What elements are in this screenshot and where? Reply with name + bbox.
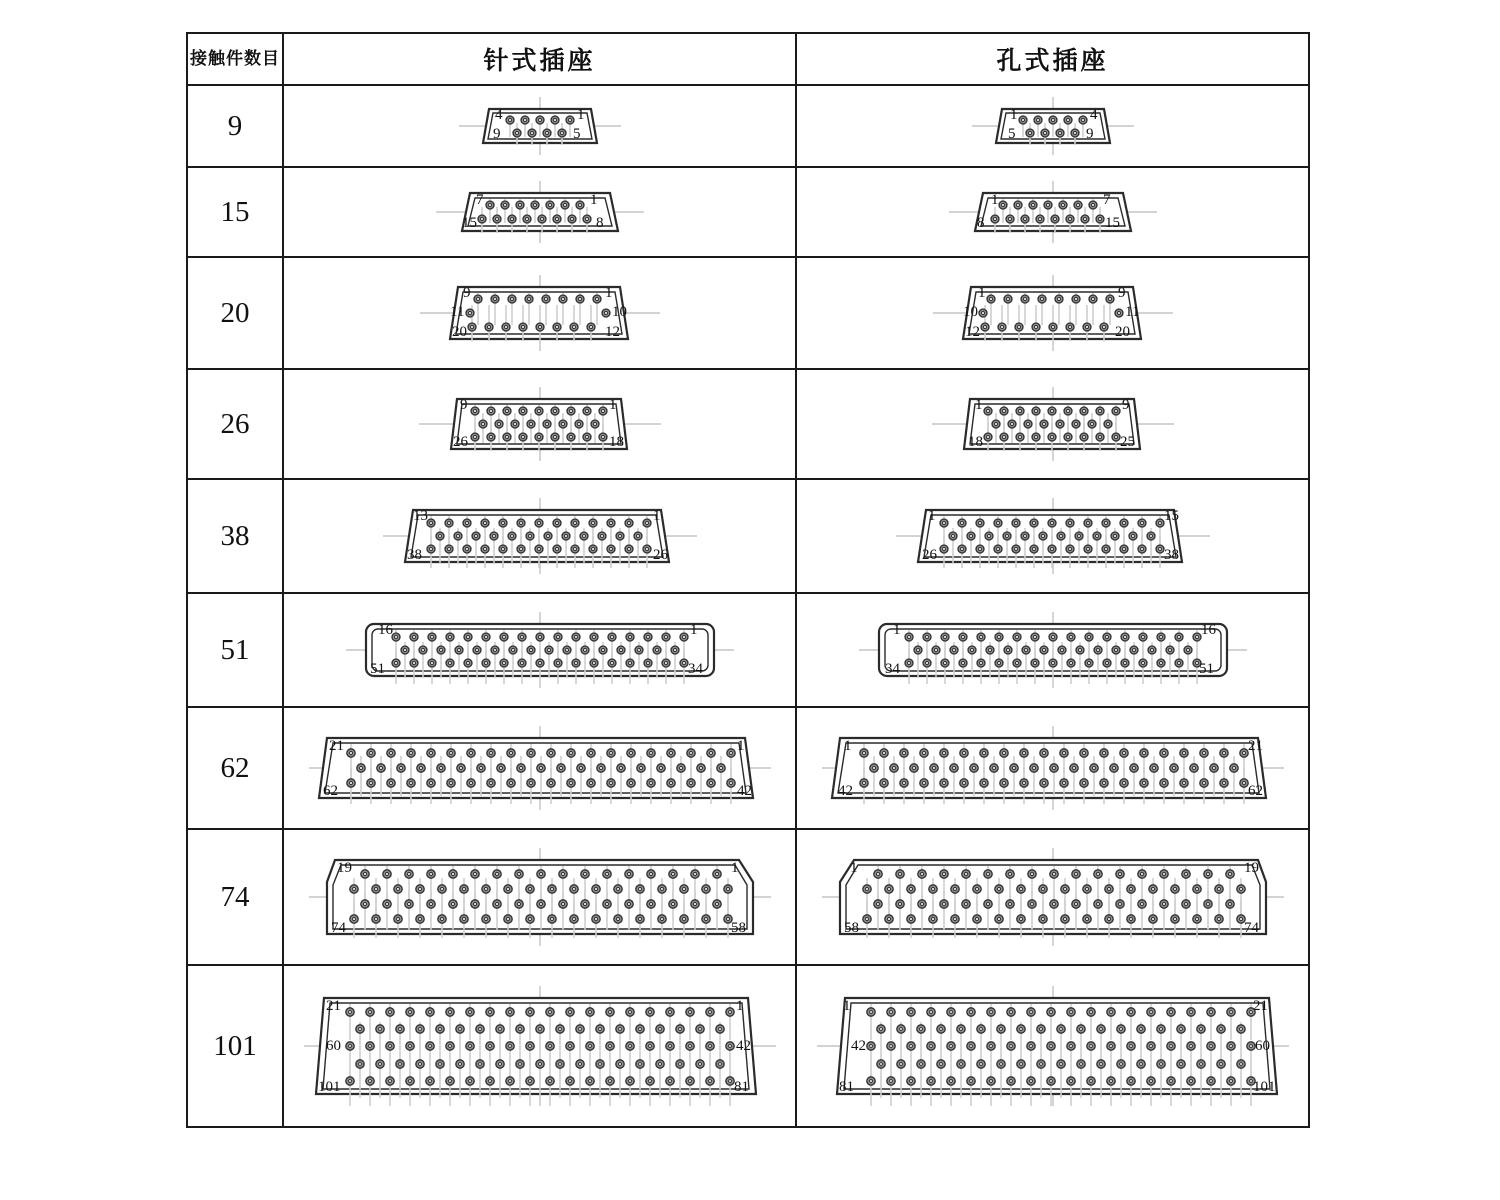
pin-label-bottom-right: 26 xyxy=(652,547,668,563)
pin-label-top-left: 21 xyxy=(325,998,341,1014)
socket-label-bottom-right: 15 xyxy=(1104,215,1120,231)
contact-count-26: 26 xyxy=(187,369,283,479)
pin-drawing-62 xyxy=(283,707,796,829)
dsub-101-socket-svg xyxy=(813,976,1293,1116)
socket-label-top-left: 1 xyxy=(849,860,857,876)
socket-label-top-left: 1 xyxy=(974,397,982,413)
socket-label-mid-left: 10 xyxy=(962,304,978,320)
header-pin-connector: 针式插座 xyxy=(283,33,796,85)
socket-label-mid-right: 60 xyxy=(1254,1038,1270,1054)
pin-label-bottom-left: 101 xyxy=(317,1079,340,1095)
pin-label-top-right: 1 xyxy=(608,397,616,413)
dsub-62-socket-svg xyxy=(818,716,1288,820)
socket-label-top-left: 1 xyxy=(842,998,850,1014)
socket-label-top-right: 4 xyxy=(1089,107,1097,123)
pin-label-bottom-right: 18 xyxy=(608,434,624,450)
pin-label-mid-left: 11 xyxy=(449,304,464,320)
pin-label-top-right: 1 xyxy=(604,285,612,301)
table-row xyxy=(187,257,1309,369)
socket-label-bottom-left: 12 xyxy=(964,324,980,340)
socket-label-top-right: 9 xyxy=(1121,397,1129,413)
pin-label-top-right: 1 xyxy=(730,860,738,876)
pin-drawing-51 xyxy=(283,593,796,707)
socket-label-mid-left: 42 xyxy=(850,1038,866,1054)
socket-drawing-51 xyxy=(796,593,1309,707)
pin-drawing-74 xyxy=(283,829,796,965)
socket-label-bottom-left: 58 xyxy=(843,920,859,936)
socket-label-top-right: 16 xyxy=(1200,622,1216,638)
table-row xyxy=(187,829,1309,965)
socket-label-top-left: 1 xyxy=(1009,107,1017,123)
socket-label-top-left: 1 xyxy=(977,285,985,301)
pin-label-bottom-left: 74 xyxy=(330,920,346,936)
socket-label-bottom-left: 26 xyxy=(921,547,937,563)
socket-label-bottom-left: 81 xyxy=(838,1079,854,1095)
socket-label-bottom-right: 101 xyxy=(1252,1079,1275,1095)
pin-label-top-right: 1 xyxy=(736,738,744,754)
socket-label-bottom-left: 18 xyxy=(967,434,983,450)
table-row xyxy=(187,707,1309,829)
socket-drawing-38 xyxy=(796,479,1309,593)
table-row xyxy=(187,369,1309,479)
socket-drawing-9 xyxy=(796,85,1309,167)
socket-label-bottom-right: 38 xyxy=(1163,547,1179,563)
socket-label-bottom-left: 8 xyxy=(976,215,984,231)
dsub-74-socket-svg xyxy=(818,838,1288,956)
pin-label-top-right: 1 xyxy=(589,192,597,208)
socket-label-top-right: 9 xyxy=(1117,285,1125,301)
pin-label-bottom-left: 38 xyxy=(406,547,422,563)
table-row xyxy=(187,167,1309,257)
table-row xyxy=(187,85,1309,167)
pin-label-mid-right: 10 xyxy=(611,304,627,320)
pin-label-bottom-right: 5 xyxy=(572,126,580,142)
pin-label-top-left: 13 xyxy=(412,508,428,524)
contact-count-101: 101 xyxy=(187,965,283,1127)
pin-label-bottom-right: 34 xyxy=(687,661,703,677)
table-row xyxy=(187,479,1309,593)
socket-label-bottom-left: 42 xyxy=(837,783,853,799)
dsub-51-socket-svg xyxy=(853,602,1253,698)
socket-drawing-74 xyxy=(796,829,1309,965)
pin-label-top-left: 9 xyxy=(462,285,470,301)
pin-label-mid-left: 60 xyxy=(325,1038,341,1054)
pin-label-top-right: 1 xyxy=(735,998,743,1014)
dsub-15-socket-svg xyxy=(933,173,1173,251)
pin-label-bottom-left: 62 xyxy=(322,783,338,799)
socket-label-top-left: 1 xyxy=(843,738,851,754)
pin-label-top-right: 1 xyxy=(652,508,660,524)
dsub-26-pin-svg xyxy=(409,377,671,471)
socket-drawing-15 xyxy=(796,167,1309,257)
socket-label-bottom-right: 20 xyxy=(1114,324,1130,340)
pin-label-bottom-left: 9 xyxy=(492,126,500,142)
pin-label-top-left: 19 xyxy=(336,860,352,876)
dsub-38-pin-svg xyxy=(375,488,705,584)
dsub-38-socket-svg xyxy=(888,488,1218,584)
pin-label-mid-right: 42 xyxy=(735,1038,751,1054)
pin-label-bottom-left: 51 xyxy=(369,661,385,677)
dsub-9-socket-svg xyxy=(958,91,1148,161)
contact-count-15: 15 xyxy=(187,167,283,257)
socket-drawing-26 xyxy=(796,369,1309,479)
dsub-51-pin-svg xyxy=(340,602,740,698)
pin-label-bottom-right: 81 xyxy=(733,1079,749,1095)
table-row xyxy=(187,965,1309,1127)
pin-label-bottom-right: 58 xyxy=(730,920,746,936)
header-contact-count: 接触件数目 xyxy=(187,33,283,85)
pin-label-bottom-left: 26 xyxy=(452,434,468,450)
pin-drawing-101 xyxy=(283,965,796,1127)
socket-drawing-62 xyxy=(796,707,1309,829)
dsub-9-pin-svg xyxy=(445,91,635,161)
pin-label-top-right: 1 xyxy=(576,107,584,123)
socket-label-top-right: 19 xyxy=(1243,860,1259,876)
dsub-20-socket-svg xyxy=(923,265,1183,361)
socket-label-bottom-left: 5 xyxy=(1007,126,1015,142)
pin-drawing-38 xyxy=(283,479,796,593)
header-socket-connector: 孔式插座 xyxy=(796,33,1309,85)
socket-label-bottom-right: 51 xyxy=(1198,661,1214,677)
socket-label-top-left: 1 xyxy=(990,192,998,208)
table-header-row xyxy=(187,33,1309,85)
dsub-101-pin-svg xyxy=(300,976,780,1116)
pin-label-bottom-right: 12 xyxy=(604,324,620,340)
dsub-15-pin-svg xyxy=(420,173,660,251)
socket-drawing-101 xyxy=(796,965,1309,1127)
contact-count-62: 62 xyxy=(187,707,283,829)
pin-drawing-15 xyxy=(283,167,796,257)
socket-label-bottom-right: 9 xyxy=(1085,126,1093,142)
dsub-62-pin-svg xyxy=(305,716,775,820)
pin-label-top-left: 16 xyxy=(377,622,393,638)
pin-label-bottom-right: 8 xyxy=(595,215,603,231)
socket-label-top-right: 21 xyxy=(1252,998,1268,1014)
socket-label-top-right: 15 xyxy=(1163,508,1179,524)
dsub-26-socket-svg xyxy=(922,377,1184,471)
socket-label-top-left: 1 xyxy=(927,508,935,524)
pin-label-bottom-left: 15 xyxy=(461,215,477,231)
pin-label-top-right: 1 xyxy=(689,622,697,638)
pin-label-top-left: 7 xyxy=(475,192,483,208)
pin-drawing-20 xyxy=(283,257,796,369)
dsub-20-pin-svg xyxy=(410,265,670,361)
socket-label-bottom-right: 62 xyxy=(1247,783,1263,799)
socket-label-bottom-left: 34 xyxy=(884,661,900,677)
contact-count-9: 9 xyxy=(187,85,283,167)
table-row xyxy=(187,593,1309,707)
pin-label-top-left: 21 xyxy=(328,738,344,754)
pin-label-top-left: 4 xyxy=(494,107,502,123)
dsub-74-pin-svg xyxy=(305,838,775,956)
contact-count-38: 38 xyxy=(187,479,283,593)
pin-label-bottom-left: 20 xyxy=(451,324,467,340)
contact-count-74: 74 xyxy=(187,829,283,965)
socket-label-bottom-right: 25 xyxy=(1119,434,1135,450)
pin-drawing-9 xyxy=(283,85,796,167)
pin-label-bottom-right: 42 xyxy=(736,783,752,799)
socket-label-bottom-right: 74 xyxy=(1243,920,1259,936)
pin-label-top-left: 9 xyxy=(459,397,467,413)
socket-label-top-right: 7 xyxy=(1102,192,1110,208)
socket-label-top-left: 1 xyxy=(892,622,900,638)
pin-drawing-26 xyxy=(283,369,796,479)
socket-label-mid-right: 11 xyxy=(1124,304,1139,320)
contact-count-20: 20 xyxy=(187,257,283,369)
contact-count-51: 51 xyxy=(187,593,283,707)
socket-label-top-right: 21 xyxy=(1247,738,1263,754)
connector-table xyxy=(186,32,1310,1128)
socket-drawing-20 xyxy=(796,257,1309,369)
